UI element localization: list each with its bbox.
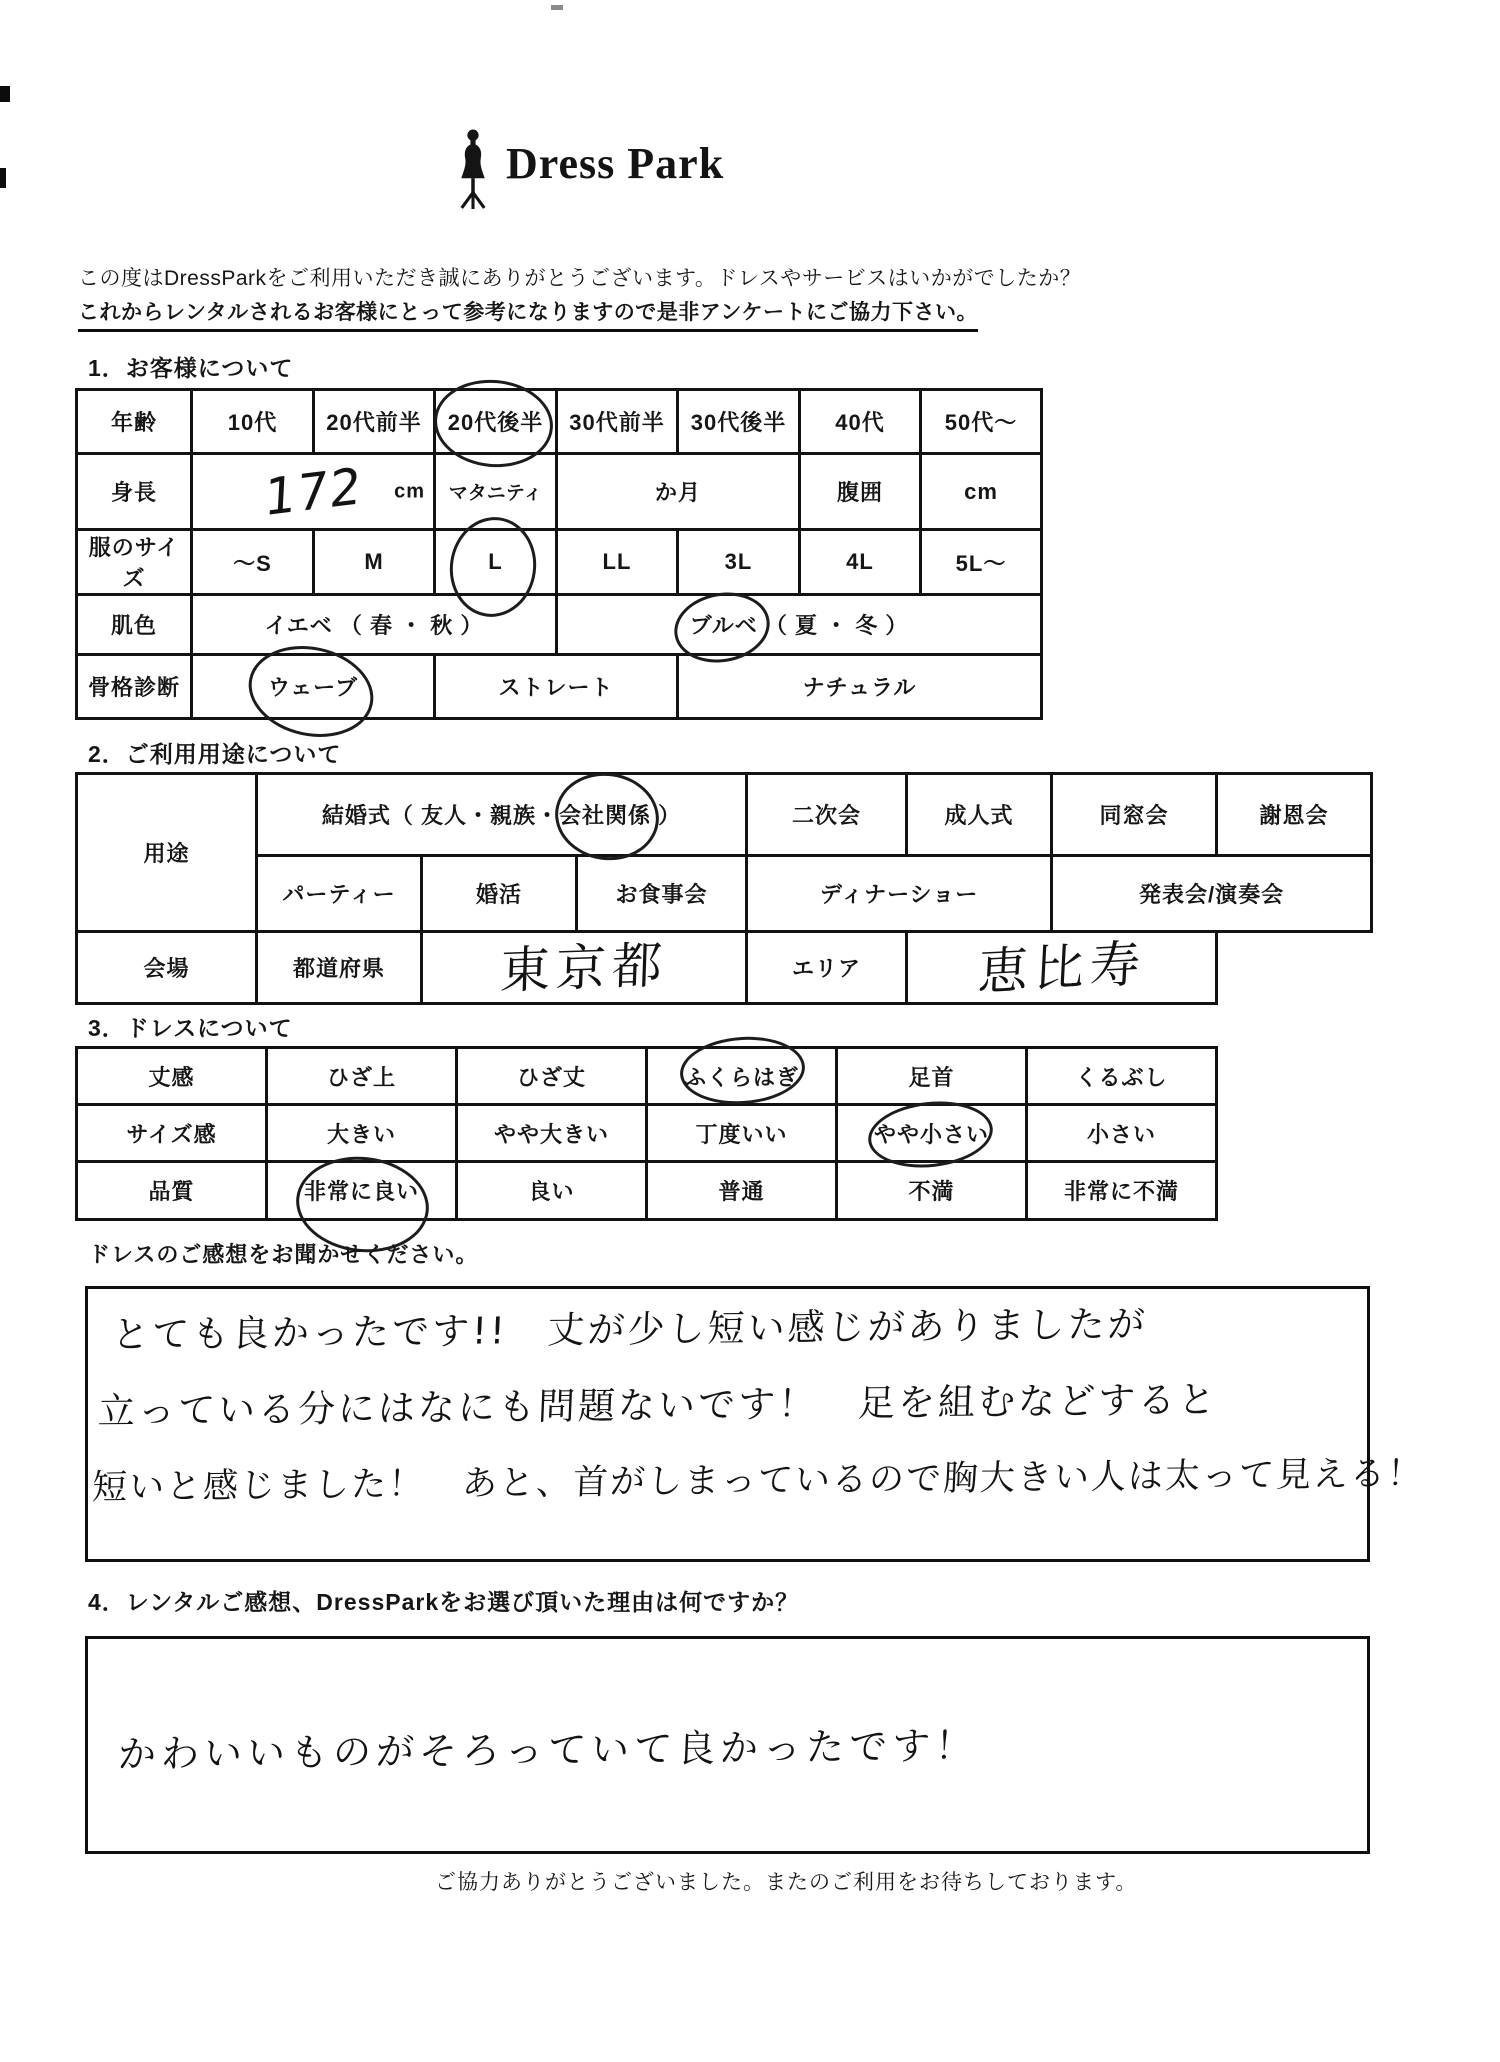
fit-option-slightly-large: やや大きい [457,1105,647,1162]
prefecture-label: 都道府県 [257,932,422,1004]
quality-option-unsatisfied: 不満 [837,1162,1027,1220]
purpose-option-dinner: お食事会 [577,856,747,932]
purpose-option-party: パーティー [257,856,422,932]
circle-annotation-quality: 非常に良い [304,1175,419,1206]
purpose-option-coming-of-age: 成人式 [907,774,1052,856]
skeleton-label: 骨格診断 [77,655,192,719]
size-option-s: ～S [192,530,314,595]
brand-logo [452,128,724,215]
fit-option-slightly-small [837,1105,1027,1162]
quality-option-very-unsatisfied: 非常に不満 [1027,1162,1217,1220]
venue-row [77,932,1372,1004]
section4-title: 4．レンタルご感想、DressParkをお選び頂いた理由は何ですか？ [88,1589,800,1615]
area-handwritten-value: 恵比寿 [976,933,1147,1002]
fit-row [77,1105,1217,1162]
purpose-option-konkatsu: 婚活 [422,856,577,932]
quality-option-very-good [267,1162,457,1220]
size-option-5l: 5L～ [921,530,1042,595]
size-option-m: M [314,530,435,595]
intro-thanks-text: この度はDressParkをご利用いただき誠にありがとうございます。ドレスやサービスはいかがでしたか？ [78,267,1082,290]
skeleton-option-straight: ストレート [435,655,678,719]
height-handwritten-value: 172 [262,456,364,527]
skin-label: 肌色 [77,595,192,655]
length-row [77,1048,1217,1105]
length-option-calf [647,1048,837,1105]
age-option-40s: 40代 [800,390,921,454]
closing-thanks-text: ご協力ありがとうございました。またのご利用をお待ちしております。 [435,1871,1138,1894]
age-option-50s: 50代～ [921,390,1042,454]
skeleton-option-wave [192,655,435,719]
area-value-cell [907,932,1217,1004]
purpose-row-2 [77,856,1372,932]
scan-artifact [0,168,6,188]
skeleton-row [77,655,1042,719]
circle-annotation-wedding: 会社関係 [559,799,651,830]
area-label: エリア [747,932,907,1004]
feedback-line-3: 短いと感じました！ あと、首がしまっているので胸大きい人は太って見える！ [91,1454,1425,1508]
quality-row [77,1162,1217,1220]
purpose-row-1 [77,774,1372,856]
age-row [77,390,1042,454]
height-value-cell [192,454,435,530]
purpose-option-afterparty: 二次会 [747,774,907,856]
size-option-ll: LL [557,530,678,595]
length-option-anklebone: くるぶし [1027,1048,1217,1105]
scan-artifact [551,5,563,10]
maternity-label: マタニティ [435,454,557,530]
purpose-option-thanks-party: 謝恩会 [1217,774,1372,856]
scan-artifact [0,86,10,102]
circle-annotation-length: ふくらはぎ [684,1061,799,1092]
age-option-late30s: 30代後半 [678,390,800,454]
size-label: 服のサイズ [77,530,192,595]
feedback-prompt: ドレスのご感想をお聞かせください。 [88,1242,479,1267]
fit-option-just-right: 丁度いい [647,1105,837,1162]
blue-base-note: （ 夏 ・ 冬 ） [764,613,909,638]
fit-option-large: 大きい [267,1105,457,1162]
empty-cell [1217,932,1372,1004]
fit-label: サイズ感 [77,1105,267,1162]
maternity-months-cell: か月 [557,454,800,530]
yellow-base-note: （ 春 ・ 秋 ） [339,613,484,638]
usage-table [75,772,1373,1005]
waist-label: 腹囲 [800,454,921,530]
age-label: 年齢 [77,390,192,454]
skeleton-option-natural: ナチュラル [678,655,1042,719]
yellow-base-text: イエベ [264,613,333,638]
dress-table [75,1046,1218,1221]
circle-annotation-fit: やや小さい [874,1118,989,1149]
skin-option-blue-base [557,595,1042,655]
purpose-option-reunion: 同窓会 [1052,774,1217,856]
circle-annotation-skeleton: ウェーブ [268,671,358,702]
wedding-suffix: ） [651,803,682,828]
quality-option-good: 良い [457,1162,647,1220]
reason-answer: かわいいものがそろっていて良かったです！ [117,1723,979,1777]
prefecture-value-cell [422,932,747,1004]
intro-request-text: これからレンタルされるお客様にとって参考になりますので是非アンケートにご協力下さい。 [78,296,978,332]
quality-option-normal: 普通 [647,1162,837,1220]
dress-form-icon [452,128,494,215]
brand-name: Dress Park [506,139,725,188]
circle-annotation-skin: ブルベ [690,609,758,640]
size-option-3l: 3L [678,530,800,595]
quality-label: 品質 [77,1162,267,1220]
waist-unit-cell: cm [921,454,1042,530]
fit-option-small: 小さい [1027,1105,1217,1162]
age-option-early20s: 20代前半 [314,390,435,454]
height-row [77,454,1042,530]
section3-title: 3．ドレスについて [88,1015,293,1041]
feedback-box [85,1286,1425,1562]
purpose-label: 用途 [77,774,257,932]
feedback-line-1: とても良かったです!! 丈が少し短い感じがありましたが [111,1302,1149,1357]
age-option-late20s [435,390,557,454]
purpose-option-recital: 発表会/演奏会 [1052,856,1372,932]
age-option-10s: 10代 [192,390,314,454]
size-row [77,530,1042,595]
length-option-above-knee: ひざ上 [267,1048,457,1105]
venue-label: 会場 [77,932,257,1004]
height-unit: cm [394,480,425,502]
wedding-prefix: 結婚式（ 友人・親族・ [321,803,559,828]
length-label: 丈感 [77,1048,267,1105]
circle-annotation-size: L [488,549,503,574]
customer-table [75,388,1043,720]
size-option-l [435,530,557,595]
reason-box [85,1636,1370,1854]
prefecture-handwritten-value: 東京都 [499,935,669,1000]
purpose-option-wedding [257,774,747,856]
section1-title: 1．お客様について [88,355,294,381]
purpose-option-dinner-show: ディナーショー [747,856,1052,932]
length-option-knee: ひざ丈 [457,1048,647,1105]
size-option-4l: 4L [800,530,921,595]
age-option-early30s: 30代前半 [557,390,678,454]
length-option-ankle: 足首 [837,1048,1027,1105]
feedback-line-2: 立っている分にはなにも問題ないです！ 足を組むなどすると [97,1378,1219,1433]
height-label: 身長 [77,454,192,530]
skin-tone-row [77,595,1042,655]
skin-option-yellow-base [192,595,557,655]
circle-annotation-age: 20代後半 [448,406,543,437]
section2-title: 2．ご利用用途について [88,741,342,767]
